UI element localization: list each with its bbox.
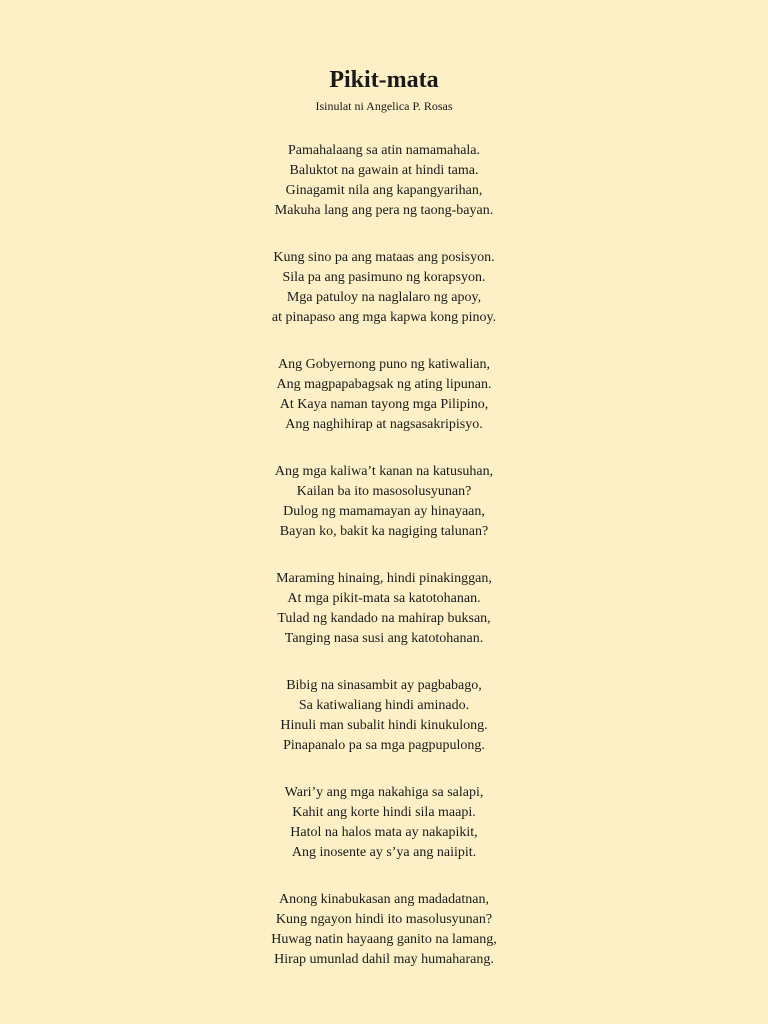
poem-author: Isinulat ni Angelica P. Rosas — [315, 99, 453, 113]
poem-line: Wari’y ang mga nakahiga sa salapi, — [284, 785, 484, 800]
poem-line: Ang magpapabagsak ng ating lipunan. — [276, 377, 492, 392]
poem-body — [0, 141, 768, 970]
poem-line: Ang naghihirap at nagsasakripisyo. — [285, 417, 483, 432]
poem-line: Dulog ng mamamayan ay hinayaan, — [283, 504, 485, 519]
stanza-2 — [0, 248, 768, 328]
poem-line: Hirap umunlad dahil may humaharang. — [274, 952, 494, 967]
stanza-1 — [0, 141, 768, 221]
poem-line: at pinapaso ang mga kapwa kong pinoy. — [271, 310, 497, 325]
stanza-8 — [0, 890, 768, 970]
poem-line: Ang Gobyernong puno ng katiwalian, — [278, 357, 490, 372]
poem-line: Bayan ko, bakit ka nagiging talunan? — [279, 524, 489, 539]
poem-line: At Kaya naman tayong mga Pilipino, — [279, 397, 489, 412]
poem-line: Sila pa ang pasimuno ng korapsyon. — [282, 270, 486, 285]
stanza-3 — [0, 355, 768, 435]
stanza-4 — [0, 462, 768, 542]
poem-line: Maraming hinaing, hindi pinakinggan, — [276, 571, 492, 586]
poem-line: Tulad ng kandado na mahirap buksan, — [277, 611, 491, 626]
poem-line: Kung sino pa ang mataas ang posisyon. — [273, 250, 495, 265]
poem-line: Ginagamit nila ang kapangyarihan, — [285, 183, 483, 198]
poem-line: Ang inosente ay s’ya ang naiipit. — [291, 845, 477, 860]
poem-line: Kung ngayon hindi ito masolusyunan? — [275, 912, 493, 927]
stanza-7 — [0, 783, 768, 863]
poem-line: Baluktot na gawain at hindi tama. — [289, 163, 479, 178]
poem-line: At mga pikit-mata sa katotohanan. — [287, 591, 481, 606]
poem-line: Hinuli man subalit hindi kinukulong. — [280, 718, 488, 733]
stanza-5 — [0, 569, 768, 649]
poem-line: Ang mga kaliwa’t kanan na katusuhan, — [274, 464, 494, 479]
poem-line: Kahit ang korte hindi sila maapi. — [292, 805, 476, 820]
poem-line: Pamahalaang sa atin namamahala. — [287, 143, 481, 158]
poem-line: Sa katiwaliang hindi aminado. — [298, 698, 470, 713]
poem-line: Kailan ba ito masosolusyunan? — [296, 484, 472, 499]
poem-line: Bibig na sinasambit ay pagbabago, — [286, 678, 482, 693]
poem-line: Pinapanalo pa sa mga pagpupulong. — [283, 738, 485, 753]
stanza-6 — [0, 676, 768, 756]
poem-line: Huwag natin hayaang ganito na lamang, — [271, 932, 497, 947]
poem-line: Hatol na halos mata ay nakapikit, — [290, 825, 478, 840]
poem-line: Makuha lang ang pera ng taong-bayan. — [274, 203, 494, 218]
poem-line: Tanging nasa susi ang katotohanan. — [284, 631, 484, 646]
poem-line: Mga patuloy na naglalaro ng apoy, — [286, 290, 482, 305]
poem-title: Pikit-mata — [329, 67, 439, 93]
poem-line: Anong kinabukasan ang madadatnan, — [279, 892, 489, 907]
